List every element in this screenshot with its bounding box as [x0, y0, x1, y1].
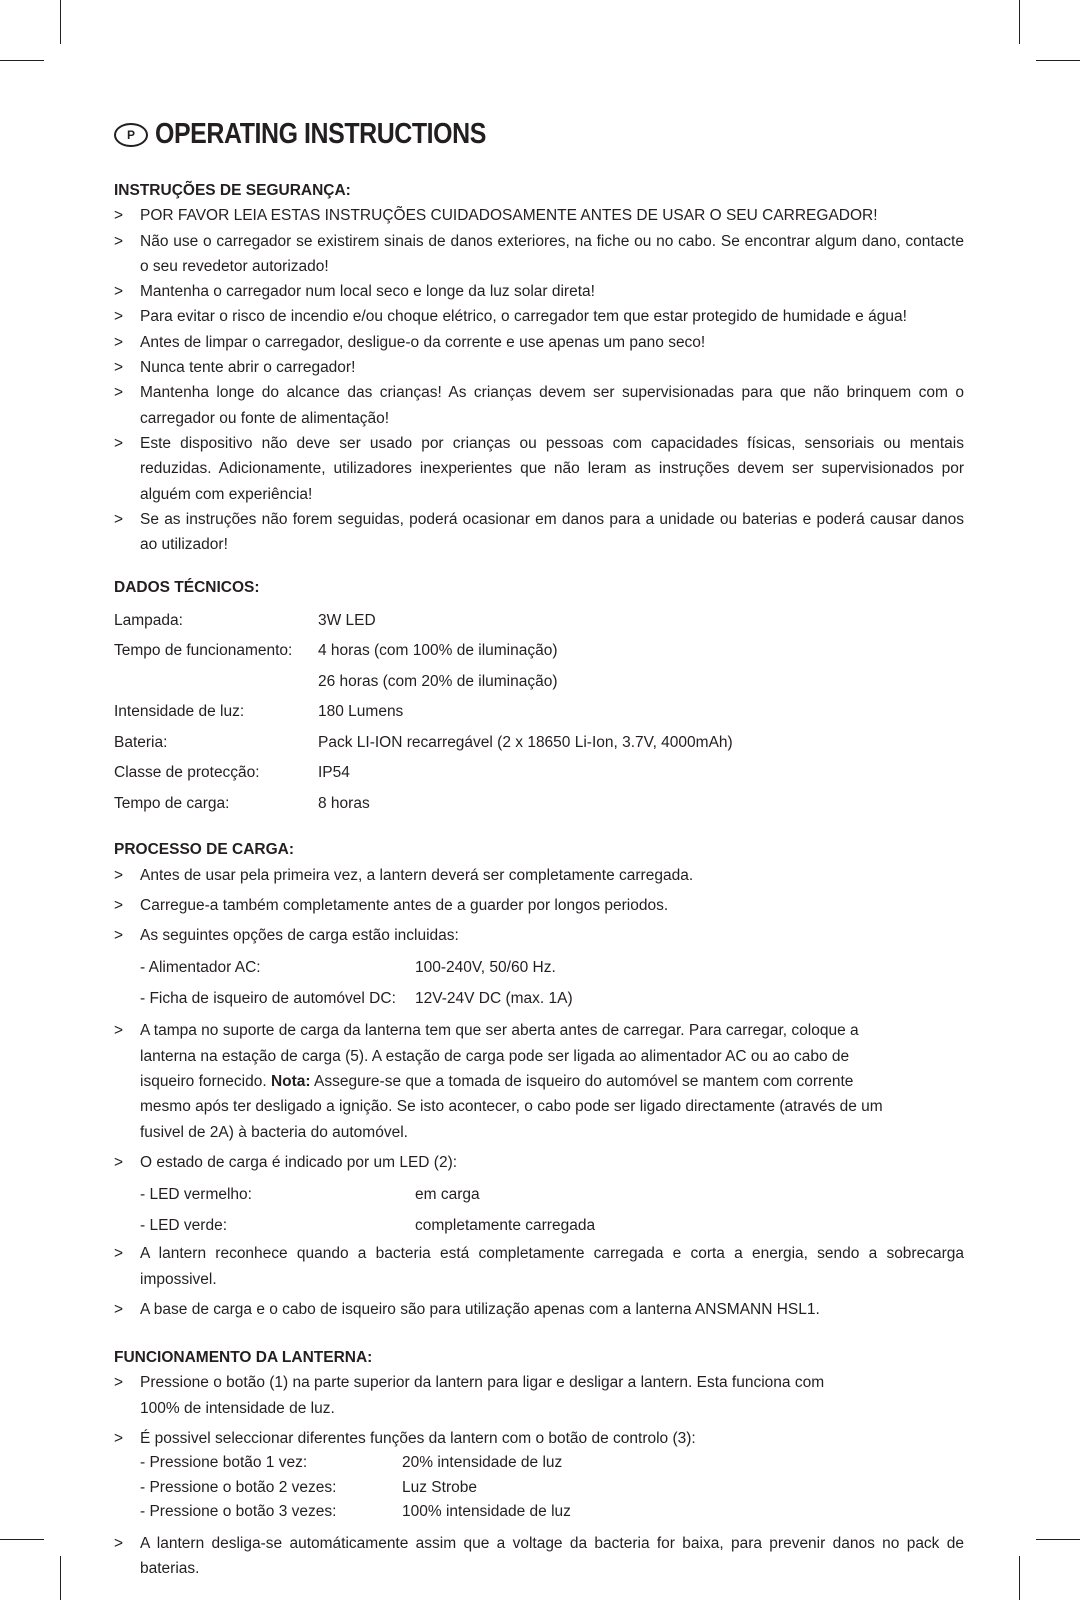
crop-mark [1036, 60, 1080, 61]
option-value: 12V-24V DC (max. 1A) [415, 989, 573, 1007]
list-item: > Se as instruções não forem seguidas, poderá ocasionar em danos para a unidade ou baterias e poderá causar danos ao utilizador! [114, 510, 964, 554]
spec-value: IP54 [318, 764, 350, 782]
crop-mark [1019, 1556, 1020, 1600]
charging-list-end [114, 1241, 964, 1322]
led-status-table [114, 1180, 964, 1241]
charging-list-cont [114, 1018, 964, 1175]
crop-mark [0, 60, 44, 61]
list-item: > Mantenha o carregador num local seco e longe da luz solar direta! [114, 283, 595, 301]
crop-mark [60, 0, 61, 44]
list-item: > Antes de usar pela primeira vez, a lantern deverá ser completamente carregada. [114, 866, 694, 884]
spec-label: Intensidade de luz: [114, 703, 245, 721]
spec-label: Bateria: [114, 733, 168, 751]
technical-heading: DADOS TÉCNICOS: [114, 579, 260, 597]
spec-value: 4 horas (com 100% de iluminação) [318, 642, 558, 660]
option-label: - Alimentador AC: [140, 959, 261, 977]
mode-label: - Pressione o botão 2 vezes: [140, 1478, 337, 1496]
language-badge: P [114, 123, 148, 147]
crop-mark [60, 1556, 61, 1600]
led-label: - LED verde: [140, 1216, 228, 1234]
technical-table [114, 606, 964, 820]
mode-value: 20% intensidade de luz [402, 1454, 563, 1472]
page-title: OPERATING INSTRUCTIONS [155, 118, 486, 150]
mode-label: - Pressione o botão 3 vezes: [140, 1503, 337, 1521]
list-item: > O estado de carga é indicado por um LED (2): [114, 1153, 458, 1171]
page-header [114, 118, 540, 151]
spec-value: Pack LI-ION recarregável (2 x 18650 Li-Ion, 3.7V, 4000mAh) [318, 733, 733, 751]
operation-heading: FUNCIONAMENTO DA LANTERNA: [114, 1349, 373, 1367]
document-body [114, 178, 964, 1581]
operation-list-end [114, 1531, 964, 1582]
spec-label: Tempo de funcionamento: [114, 642, 293, 660]
led-value: completamente carregada [415, 1216, 596, 1234]
list-item: > É possivel seleccionar diferentes funções da lantern com o botão de controlo (3): [114, 1430, 696, 1447]
list-item: > A tampa no suporte de carga da lanterna tem que ser aberta antes de carregar. Para carregar, coloque a lanterna na estação de carga (5). A estação de carga pode ser ligada ao alimentador AC ou ao cabo de isqueiro fornecido. Nota: Assegure-se que a tomada de isqueiro do automóvel se mantem com corrente mesmo após ter desligado a ignição. Se isto acontecer, o cabo pode ser ligado directamente (através de um fusivel de 2A) à bacteria do automóvel. [114, 1022, 883, 1141]
list-item: > Não use o carregador se existirem sinais de danos exteriores, na fiche ou no cabo. Se encontrar algum dano, contacte o seu revedetor autorizado! [114, 232, 964, 275]
note-label: Nota: [270, 1073, 311, 1091]
spec-value: 8 horas [318, 794, 370, 812]
charging-options [114, 953, 964, 1014]
mode-value: Luz Strobe [402, 1478, 477, 1496]
crop-mark [0, 1539, 44, 1540]
list-item: > Este dispositivo não deve ser usado por crianças ou pessoas com capacidades físicas, sensoriais ou mentais reduzidas. Adicionamente, utilizadores inexperientes que não leram as instruções devem ser supervisionados por alguém com experiência! [114, 434, 964, 503]
list-item: > POR FAVOR LEIA ESTAS INSTRUÇÕES CUIDADOSAMENTE ANTES DE USAR O SEU CARREGADOR! [114, 207, 878, 225]
charging-heading: PROCESSO DE CARGA: [114, 841, 294, 859]
list-item: > A base de carga e o cabo de isqueiro são para utilização apenas com a lanterna ANSMANN HSL1. [114, 1300, 820, 1318]
option-label: - Ficha de isqueiro de automóvel DC: [140, 989, 396, 1007]
spec-value: 26 horas (com 20% de iluminação) [318, 672, 558, 690]
spec-value: 180 Lumens [318, 703, 404, 721]
crop-mark [1019, 0, 1020, 44]
list-item: > A lantern desliga-se automáticamente assim que a voltage da bacteria for baixa, para prevenir danos no pack de baterias. [114, 1534, 964, 1578]
spec-label [114, 667, 318, 698]
list-item: > Antes de limpar o carregador, desligue-o da corrente e use apenas um pano seco! [114, 333, 706, 351]
list-item: > Nunca tente abrir o carregador! [114, 359, 356, 377]
list-item: > Para evitar o risco de incendio e/ou choque elétrico, o carregador tem que estar protegido de humidade e água! [114, 308, 907, 326]
option-value: 100-240V, 50/60 Hz. [415, 959, 556, 977]
spec-label: Tempo de carga: [114, 794, 230, 812]
list-item: > Mantenha longe do alcance das crianças! As crianças devem ser supervisionadas para que não brinquem com o carregador ou fonte de alimentação! [114, 384, 964, 427]
spec-label: Lampada: [114, 611, 183, 629]
led-label: - LED vermelho: [140, 1186, 252, 1204]
list-item: > A lantern reconhece quando a bacteria está completamente carregada e corta a energia, sendo a sobrecarga impossivel. [114, 1245, 964, 1288]
safety-heading: INSTRUÇÕES DE SEGURANÇA: [114, 182, 351, 199]
crop-mark [1036, 1539, 1080, 1540]
list-item: > As seguintes opções de carga estão incluidas: [114, 927, 459, 945]
button-modes-table [114, 1451, 964, 1525]
spec-label: Classe de protecção: [114, 764, 260, 782]
led-value: em carga [415, 1186, 480, 1204]
mode-label: - Pressione botão 1 vez: [140, 1454, 308, 1472]
operation-list [114, 1370, 964, 1451]
list-item: > Pressione o botão (1) na parte superior da lantern para ligar e desligar a lantern. Esta funciona com 100% de intensidade de luz. [114, 1374, 825, 1417]
spec-value: 3W LED [318, 611, 376, 629]
list-item: > Carregue-a também completamente antes de a guarder por longos periodos. [114, 896, 669, 914]
charging-list [114, 863, 964, 949]
mode-value: 100% intensidade de luz [402, 1503, 571, 1521]
safety-list [114, 203, 964, 557]
